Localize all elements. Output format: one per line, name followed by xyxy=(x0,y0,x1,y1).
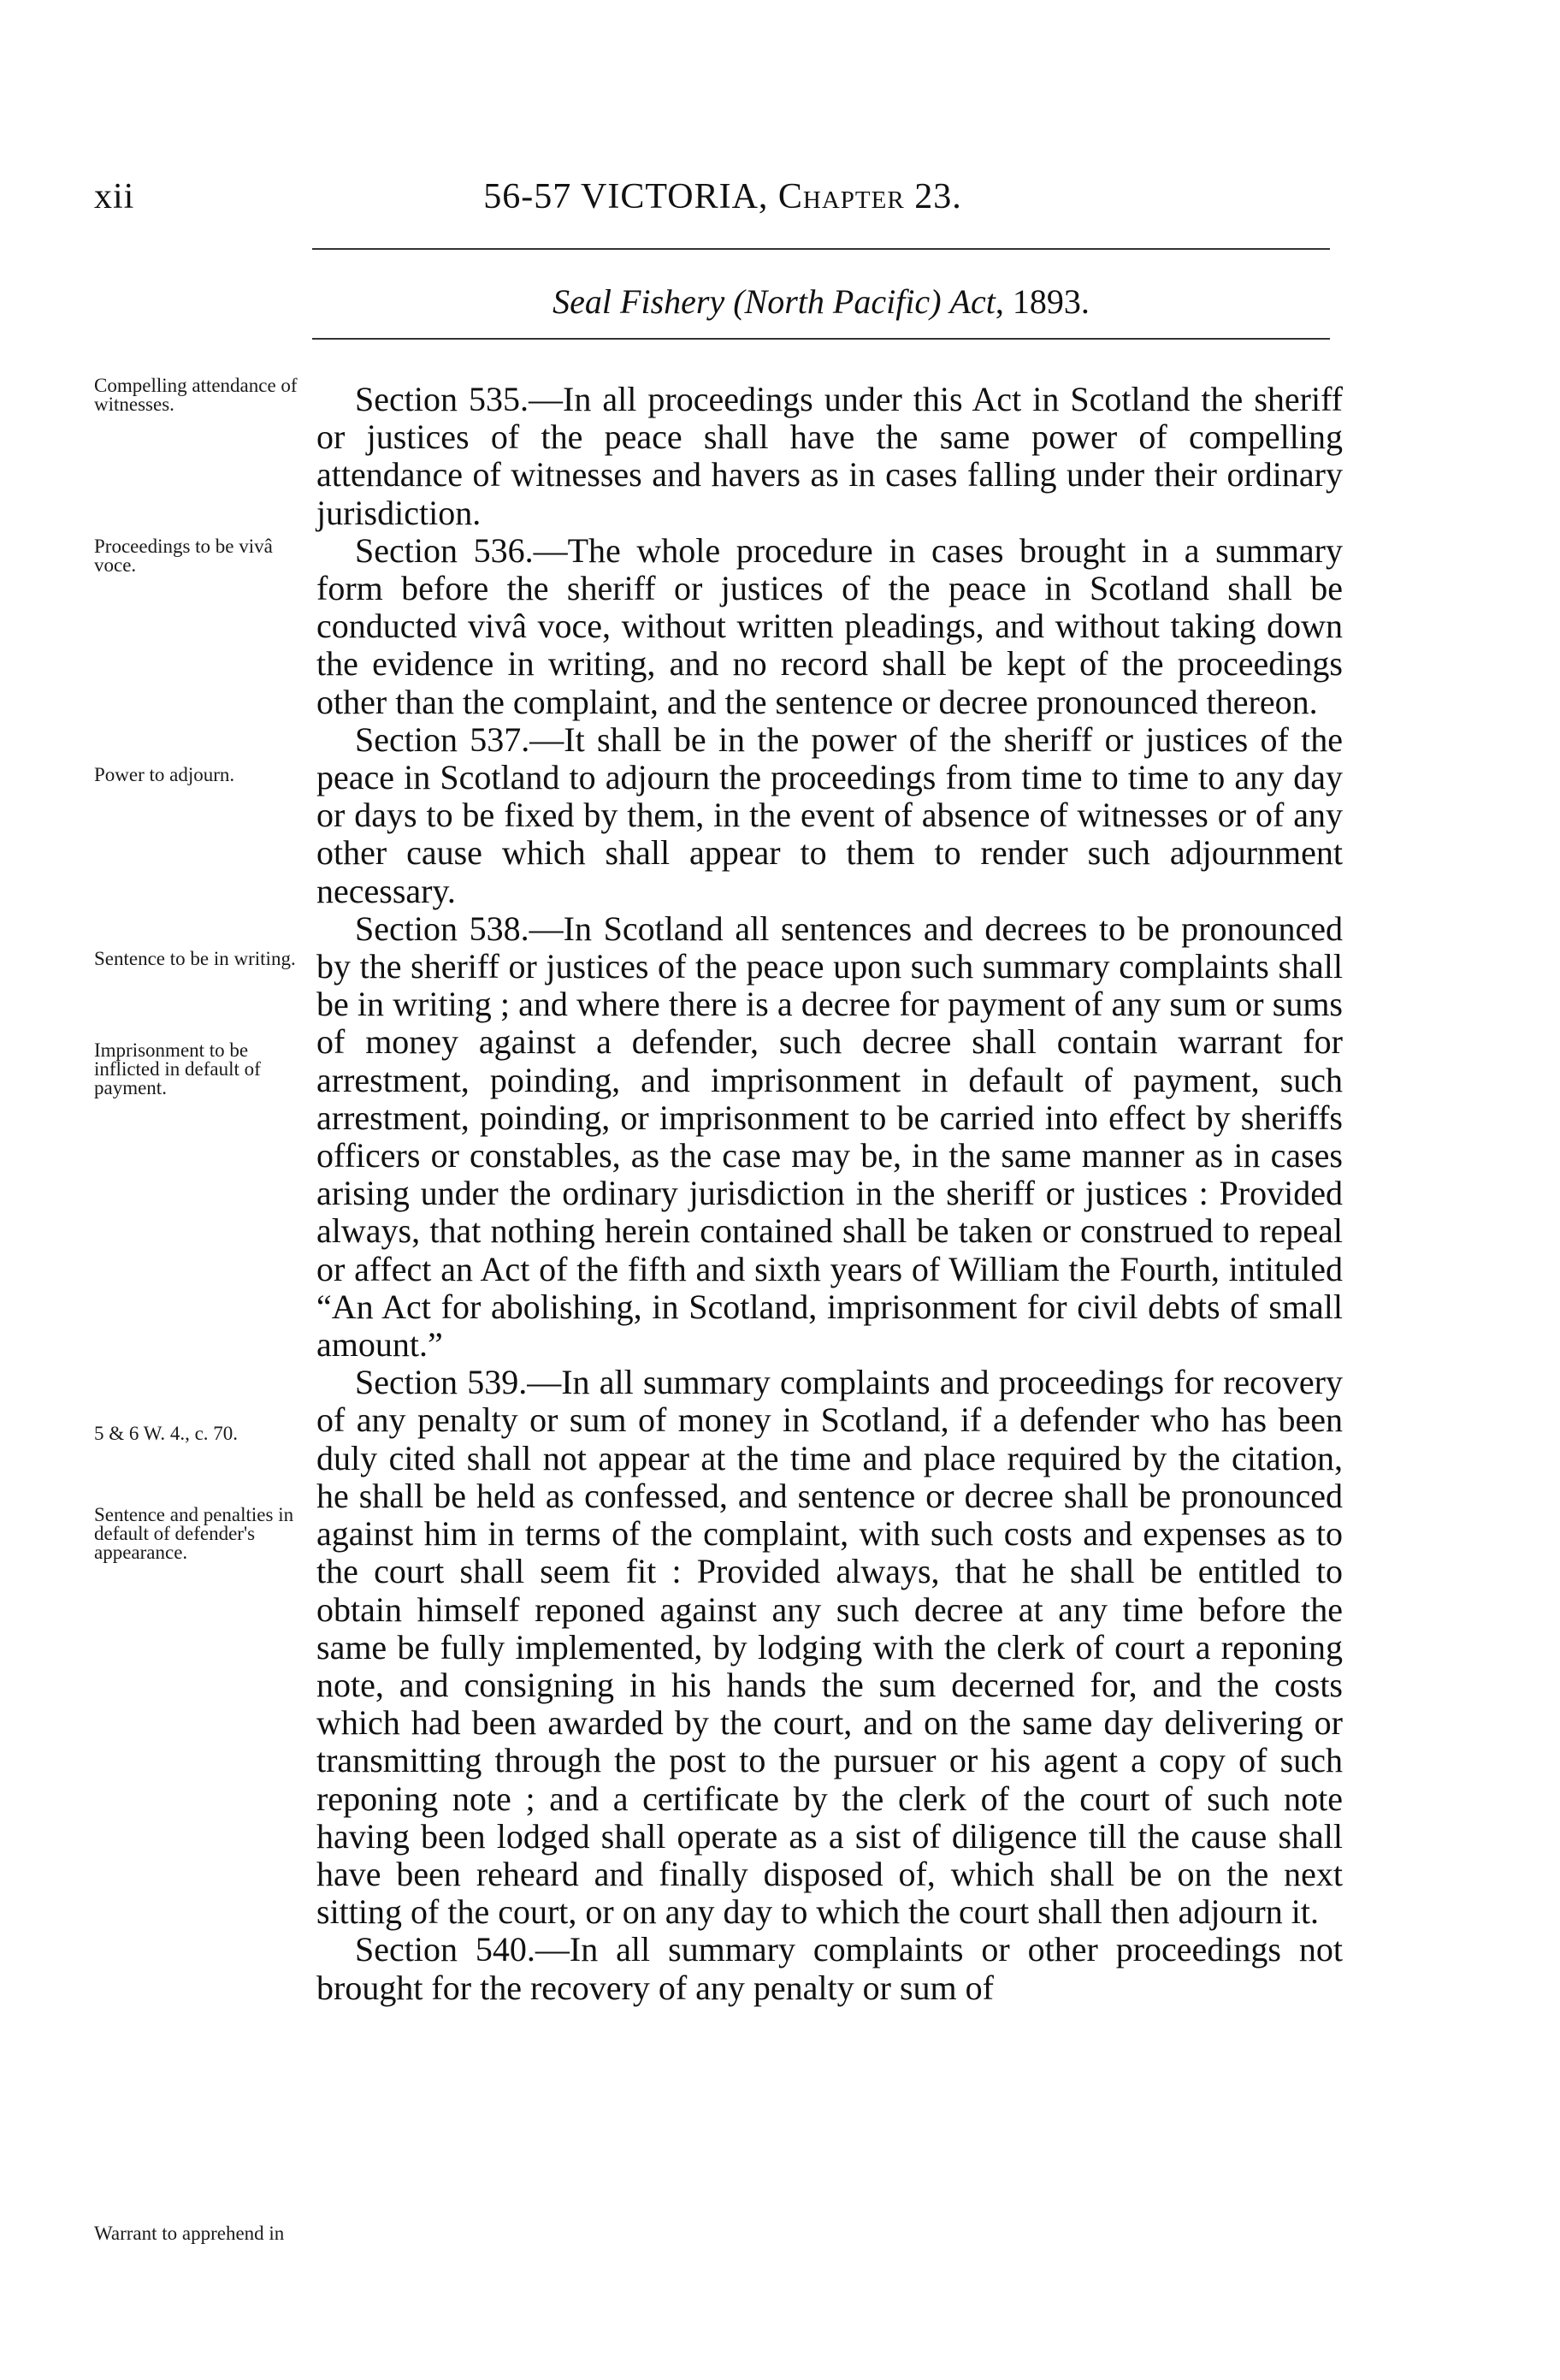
section-536: Section 536.—The whole procedure in cases brought in a summary form before the sheriff or justices of the peace in Scotland shall be conducted vivâ voce, without written pleadings, and without taking down the evidence in writing, and no record shall be kept of the proceedings other than the complaint, and the sentence or decree pronounced thereon. xyxy=(316,530,1343,721)
margin-note-warrant-apprehend: Warrant to apprehend in xyxy=(94,2223,285,2244)
running-title xyxy=(94,171,1351,222)
act-title-region: North Pacific xyxy=(744,282,931,321)
margin-note-viva-voce: Proceedings to be vivâ voce. xyxy=(94,536,273,576)
body-text xyxy=(316,381,1343,2007)
section-535: Section 535.—In all proceedings under this Act in Scotland the sheriff or justices of the peace shall have the same power of compelling attendance of witnesses and havers as in cases falling under their ordinary jurisdiction. xyxy=(316,380,1343,532)
margin-note-statute-reference: 5 & 6 W. 4., c. 70. xyxy=(94,1423,239,1444)
section-539: Section 539.—In all summary complaints and proceedings for recovery of any penalty or sum of money in Scotland, if a defender who has been duly cited shall not appear at the time and place required by the citation, he shall be held as confessed, and sentence or decree shall be pronounced against him in terms of the complaint, with such costs and expenses as to the court shall seem fit : Provided always, that he shall be entitled to obtain himself reponed against any such decree at any time before the same be fully implemented, by lodging with the clerk of court a reponing note, and consigning in his hands the sum decerned for, and the costs which had been awarded by the court, and on the same day delivering or transmitting through the post to the pursuer or his agent a copy of such reponing note ; and a certificate by the clerk of the court of such note having been lodged shall operate as a sist of diligence till the cause shall have been reheard and finally disposed of, which shall be on the next sitting of the court, or on any day to which the court shall then adjourn it. xyxy=(316,1363,1343,1932)
margin-note-imprisonment-default: Imprisonment to be inflicted in default of payment. xyxy=(94,1039,261,1098)
act-title-act: Act xyxy=(949,282,996,321)
header-rule-bottom xyxy=(312,338,1330,340)
section-538: Section 538.—In Scotland all sentences and decrees to be pronounced by the sheriff or justices of the peace upon such summary complaints shall be in writing ; and where there is a decree for payment of any sum or sums of money against a defender, such decree shall contain warrant for arrestment, poinding, and imprisonment in default of payment, such arrestment, poinding, or imprisonment to be carried into effect by sheriffs officers or constables, as the case may be, in the same manner as in cases arising under the ordinary jurisdiction in the sheriff or justices : Provided always, that nothing herein contained shall be taken or construed to repeal or affect an Act of the fifth and sixth years of William the Fourth, intituled “An Act for abolishing, in Scotland, imprisonment for civil debts of small amount.” xyxy=(316,909,1343,1365)
margin-note-sentence-in-writing: Sentence to be in writing. xyxy=(94,948,296,969)
section-540: Section 540.—In all summary complaints or other proceedings not brought for the recovery of any penalty or sum of xyxy=(316,1930,1343,2007)
margin-note-defender-appearance: Sentence and penalties in default of defender's appearance. xyxy=(94,1504,294,1563)
margin-notes xyxy=(94,376,316,2344)
act-title: Seal Fishery (North Pacific) Act, 1893. xyxy=(552,282,1090,321)
act-title-name: Seal Fishery xyxy=(552,282,725,321)
section-537: Section 537.—It shall be in the power of the sheriff or justices of the peace in Scotland to adjourn the proceedings from time to time to any day or days to be fixed by them, in the event of absence of witnesses or of any other cause which shall appear to them to render such adjournment necessary. xyxy=(316,719,1343,910)
running-title-prefix: 56-57 VICTORIA, xyxy=(483,177,769,216)
running-title-chapter: Chapter 23. xyxy=(777,177,962,216)
page-header xyxy=(94,171,1351,222)
header-rule-top xyxy=(312,248,1330,250)
margin-note-power-to-adjourn: Power to adjourn. xyxy=(94,764,235,785)
act-title-year: , 1893. xyxy=(995,282,1090,321)
margin-note-compelling-attendance: Compelling attendance of witnesses. xyxy=(94,375,298,415)
page-number: xii xyxy=(94,177,135,216)
